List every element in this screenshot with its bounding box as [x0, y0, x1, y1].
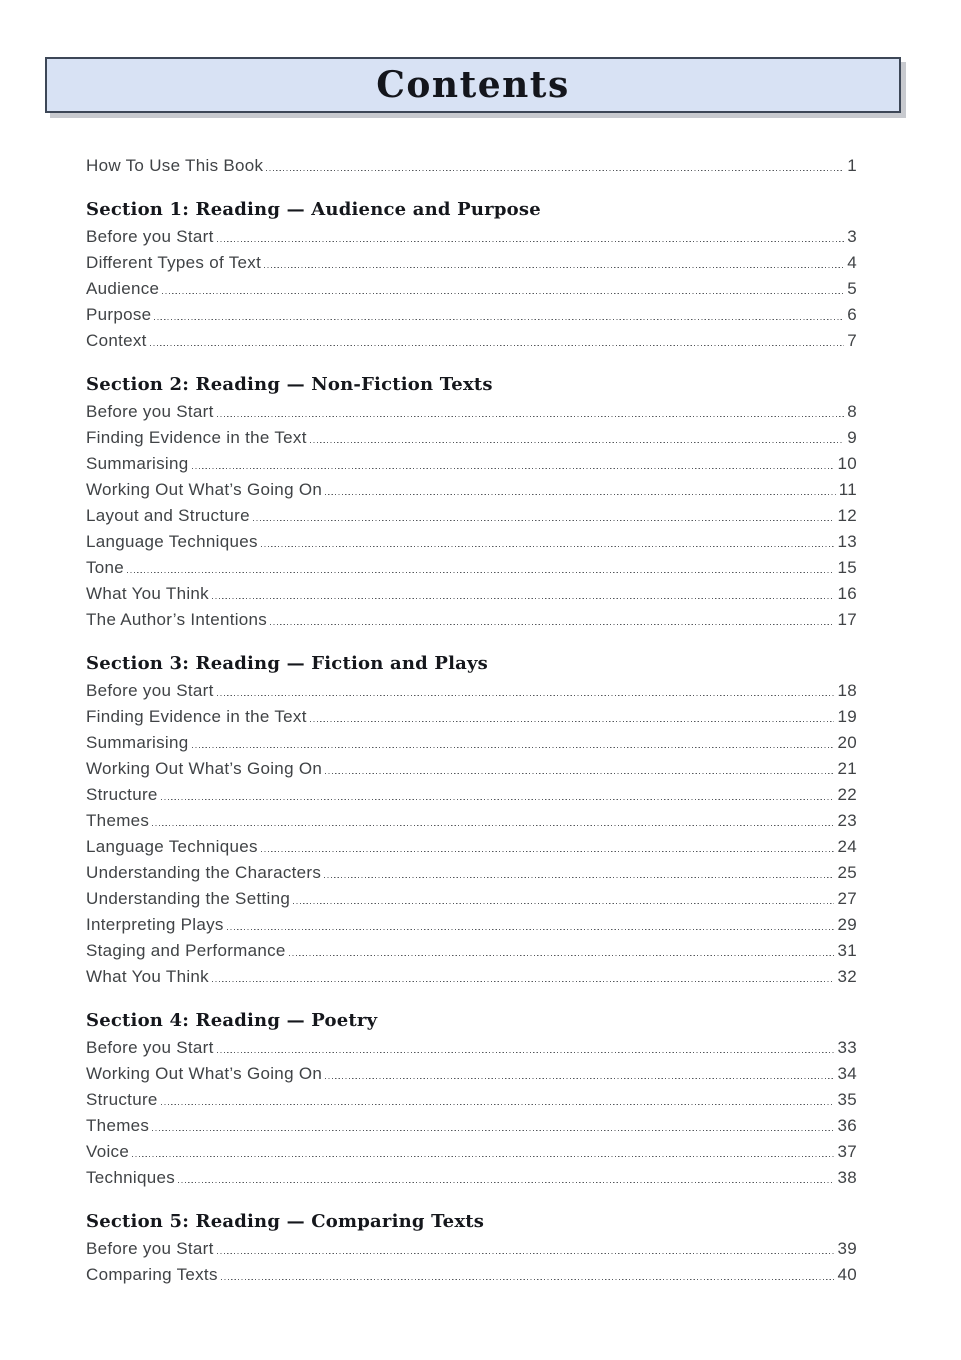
toc-entry-page: 35 — [837, 1089, 857, 1109]
toc-entry-page: 1 — [847, 155, 857, 175]
toc-entry-label: Tone — [86, 557, 125, 577]
toc-entry-page: 39 — [837, 1238, 857, 1258]
section-title: Section 5: Reading — Comparing Texts — [86, 1211, 485, 1233]
toc-entry — [86, 448, 857, 474]
dotted-leader — [261, 850, 835, 852]
toc-entry — [86, 961, 857, 987]
dotted-leader — [217, 415, 845, 417]
toc-entry-label: Language Techniques — [86, 531, 258, 551]
toc-entry — [86, 1136, 857, 1162]
toc-entry — [86, 779, 857, 805]
toc-entry — [86, 1084, 857, 1110]
toc-entry — [86, 675, 857, 701]
toc-entry-label: Working Out What’s Going On — [86, 758, 323, 778]
toc-section — [86, 369, 857, 630]
toc-entry — [86, 578, 857, 604]
toc-entry — [86, 526, 857, 552]
toc-entry-page: 15 — [837, 557, 857, 577]
toc-entry — [86, 805, 857, 831]
dotted-leader — [192, 746, 835, 748]
toc-entry — [86, 396, 857, 422]
toc-entry — [86, 701, 857, 727]
dotted-leader — [150, 344, 845, 346]
toc-section — [86, 1206, 857, 1285]
toc-entry-label: Comparing Texts — [86, 1264, 218, 1284]
toc-entry — [86, 422, 857, 448]
dotted-leader — [178, 1181, 834, 1183]
toc-entry — [86, 247, 857, 273]
toc-entry-page: 20 — [837, 732, 857, 752]
toc-entry — [86, 150, 857, 176]
toc-entry-page: 33 — [837, 1037, 857, 1057]
dotted-leader — [161, 798, 835, 800]
toc-entry-page: 34 — [837, 1063, 857, 1083]
toc-entry-page: 31 — [837, 940, 857, 960]
toc-entry-page: 37 — [837, 1141, 857, 1161]
dotted-leader — [261, 545, 835, 547]
toc-section — [86, 194, 857, 351]
toc-entry-page: 38 — [837, 1167, 857, 1187]
toc-entry — [86, 1259, 857, 1285]
toc-entry-label: Finding Evidence in the Text — [86, 427, 307, 447]
toc-entry — [86, 935, 857, 961]
toc-entry-label: Purpose — [86, 304, 152, 324]
toc-entry-label: Different Types of Text — [86, 252, 262, 272]
toc-entry-page: 40 — [837, 1264, 857, 1284]
dotted-leader — [293, 902, 834, 904]
toc-entry — [86, 604, 857, 630]
toc-section — [86, 648, 857, 987]
dotted-leader — [217, 1051, 835, 1053]
dotted-leader — [212, 980, 835, 982]
dotted-leader — [132, 1155, 834, 1157]
toc-entry-page: 7 — [847, 330, 857, 350]
toc-entry-label: Before you Start — [86, 1037, 214, 1057]
toc-entry — [86, 727, 857, 753]
toc-entry-label: Structure — [86, 1089, 158, 1109]
dotted-leader — [289, 954, 835, 956]
toc-entry-page: 18 — [837, 680, 857, 700]
toc-entry-label: Working Out What’s Going On — [86, 479, 323, 499]
toc-entry-label: Before you Start — [86, 226, 214, 246]
toc-entry — [86, 474, 857, 500]
toc-entry-page: 6 — [847, 304, 857, 324]
toc-entry — [86, 909, 857, 935]
page-title-box — [45, 57, 901, 113]
toc-entry-page: 27 — [837, 888, 857, 908]
toc-entry-label: What You Think — [86, 966, 209, 986]
page-title: Contents — [376, 64, 570, 106]
toc-entry-label: Before you Start — [86, 1238, 214, 1258]
toc-section — [86, 1005, 857, 1188]
toc-entry — [86, 1110, 857, 1136]
dotted-leader — [270, 623, 834, 625]
toc-entry-label: Audience — [86, 278, 160, 298]
dotted-leader — [310, 441, 845, 443]
dotted-leader — [192, 467, 835, 469]
toc-entry — [86, 831, 857, 857]
dotted-leader — [264, 266, 844, 268]
toc-entry-page: 36 — [837, 1115, 857, 1135]
toc-entry-label: Layout and Structure — [86, 505, 250, 525]
dotted-leader — [325, 772, 834, 774]
toc-entry — [86, 857, 857, 883]
toc-entry-label: Themes — [86, 1115, 150, 1135]
section-title: Section 4: Reading — Poetry — [86, 1010, 378, 1032]
toc-entry-label: Themes — [86, 810, 150, 830]
toc-entry-label: What You Think — [86, 583, 209, 603]
toc-entry-page: 8 — [847, 401, 857, 421]
toc-entry-label: Interpreting Plays — [86, 914, 224, 934]
dotted-leader — [253, 519, 835, 521]
toc-entry-page: 9 — [847, 427, 857, 447]
toc-entry-page: 11 — [838, 479, 857, 499]
dotted-leader — [217, 694, 835, 696]
toc-entry-page: 10 — [837, 453, 857, 473]
toc-entry — [86, 299, 857, 325]
toc-entry-label: Working Out What’s Going On — [86, 1063, 323, 1083]
table-of-contents — [86, 150, 857, 1285]
toc-entry-page: 25 — [837, 862, 857, 882]
toc-entry-label: Before you Start — [86, 401, 214, 421]
toc-entry-label: Summarising — [86, 453, 189, 473]
toc-entry-page: 5 — [847, 278, 857, 298]
dotted-leader — [325, 1077, 834, 1079]
toc-entry-label: Language Techniques — [86, 836, 258, 856]
toc-entry — [86, 552, 857, 578]
toc-entry — [86, 325, 857, 351]
dotted-leader — [161, 1103, 835, 1105]
dotted-leader — [221, 1278, 835, 1280]
toc-entry-page: 24 — [837, 836, 857, 856]
dotted-leader — [324, 876, 834, 878]
dotted-leader — [162, 292, 844, 294]
toc-entry-label: Techniques — [86, 1167, 176, 1187]
toc-entry — [86, 1032, 857, 1058]
toc-entry-page: 29 — [837, 914, 857, 934]
section-title: Section 1: Reading — Audience and Purpose — [86, 199, 541, 221]
toc-entry-page: 3 — [847, 226, 857, 246]
toc-entry-label: Summarising — [86, 732, 189, 752]
toc-entry-label: Understanding the Characters — [86, 862, 322, 882]
toc-entry — [86, 500, 857, 526]
section-title: Section 2: Reading — Non-Fiction Texts — [86, 374, 493, 396]
toc-entry-page: 17 — [837, 609, 857, 629]
toc-entry — [86, 883, 857, 909]
toc-entry-label: Understanding the Setting — [86, 888, 291, 908]
toc-entry-label: Structure — [86, 784, 158, 804]
toc-entry-page: 23 — [837, 810, 857, 830]
toc-entry-label: Voice — [86, 1141, 130, 1161]
toc-entry-page: 4 — [847, 252, 857, 272]
toc-entry-page: 16 — [837, 583, 857, 603]
toc-entry-page: 32 — [837, 966, 857, 986]
toc-entry-label: The Author’s Intentions — [86, 609, 268, 629]
dotted-leader — [152, 1129, 834, 1131]
dotted-leader — [227, 928, 835, 930]
toc-entry-page: 22 — [837, 784, 857, 804]
dotted-leader — [152, 824, 834, 826]
toc-entry — [86, 221, 857, 247]
toc-entry-page: 13 — [837, 531, 857, 551]
dotted-leader — [310, 720, 835, 722]
toc-entry-label: Staging and Performance — [86, 940, 286, 960]
section-title: Section 3: Reading — Fiction and Plays — [86, 653, 488, 675]
toc-entry — [86, 753, 857, 779]
dotted-leader — [217, 1252, 835, 1254]
toc-entry-label: Before you Start — [86, 680, 214, 700]
toc-entry — [86, 1162, 857, 1188]
toc-entry-label: How To Use This Book — [86, 155, 264, 175]
toc-entry-page: 19 — [837, 706, 857, 726]
dotted-leader — [127, 571, 834, 573]
toc-entry-page: 12 — [837, 505, 857, 525]
dotted-leader — [325, 493, 836, 495]
toc-entry — [86, 1058, 857, 1084]
toc-entry-label: Finding Evidence in the Text — [86, 706, 307, 726]
dotted-leader — [266, 169, 844, 171]
toc-entry — [86, 273, 857, 299]
dotted-leader — [212, 597, 835, 599]
toc-entry — [86, 1233, 857, 1259]
dotted-leader — [217, 240, 845, 242]
toc-entry-page: 21 — [837, 758, 857, 778]
dotted-leader — [154, 318, 844, 320]
toc-entry-label: Context — [86, 330, 147, 350]
